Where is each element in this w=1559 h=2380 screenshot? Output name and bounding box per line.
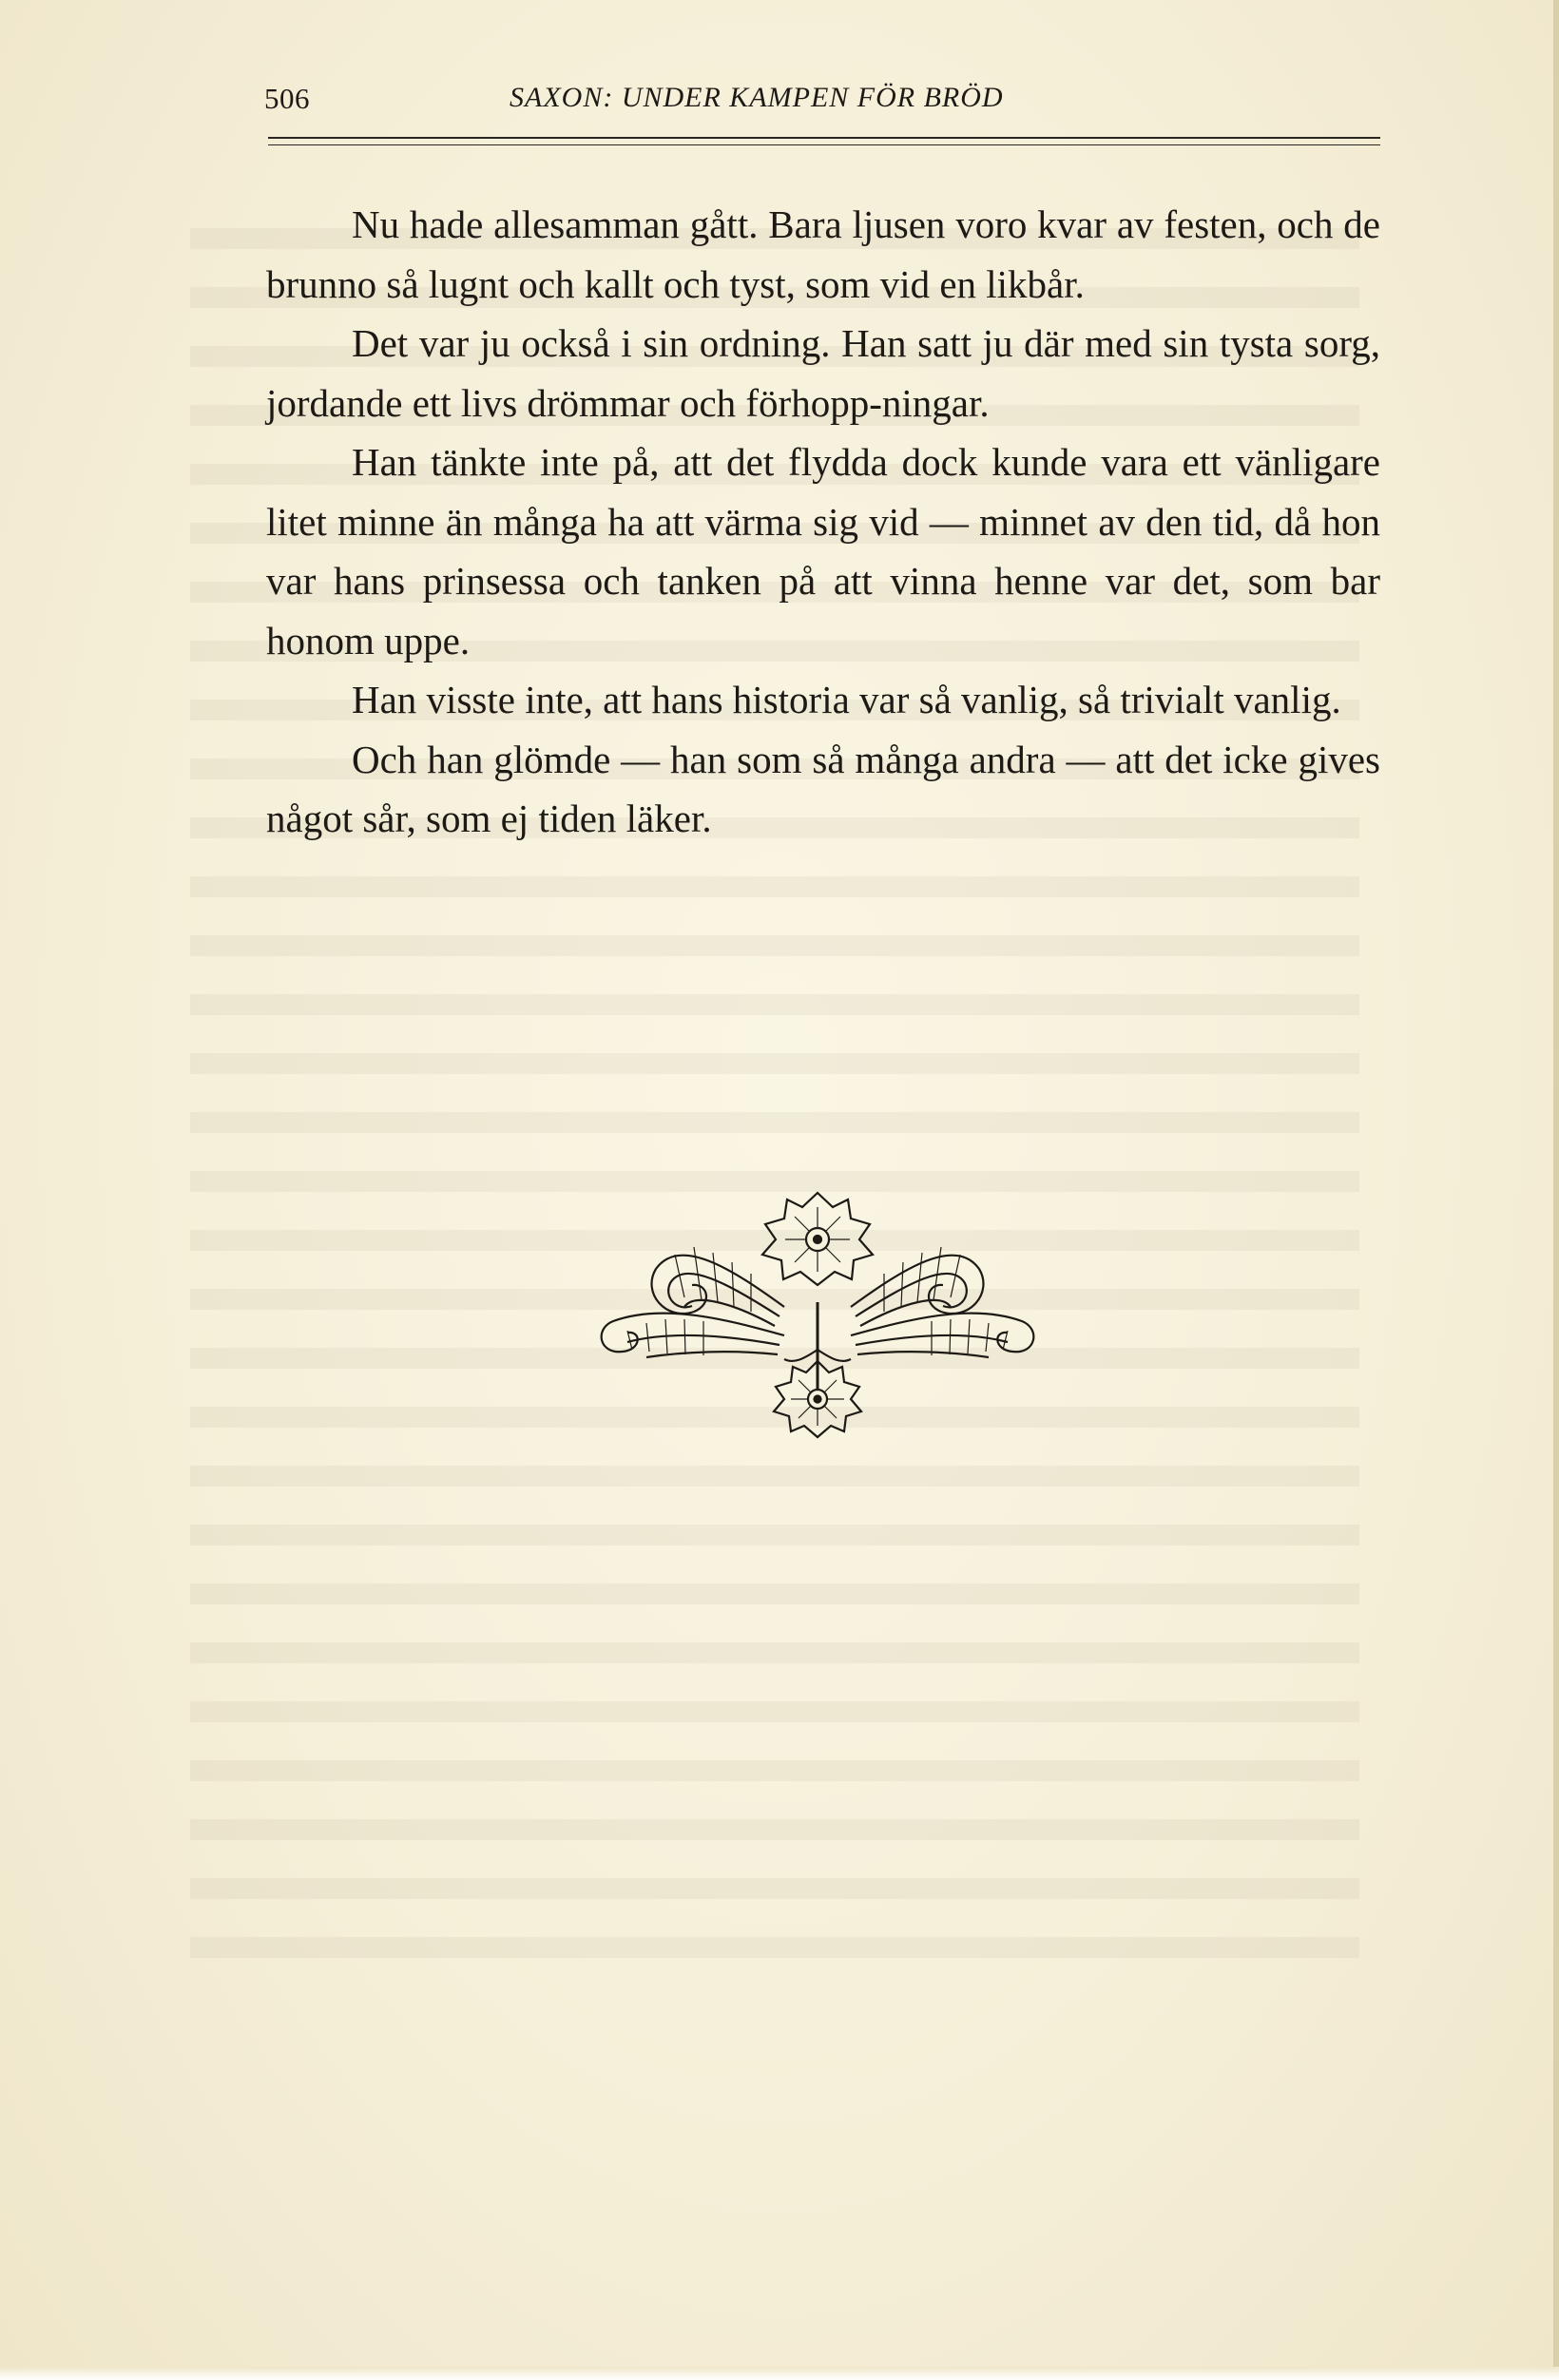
paragraph-4: Han visste inte, att hans historia var så vanlig, så trivialt vanlig. — [352, 678, 1341, 721]
floral-vignette-icon — [589, 1179, 1046, 1473]
paragraph-3: Han tänkte inte på, att det flydda dock kunde vara ett vänligare litet minne än många ha att värma sig vid — minnet av den tid, då hon var hans prinsessa och tanken på att vinna henne var det, som bar honom uppe. — [266, 440, 1380, 662]
page-bottom-edge — [0, 2367, 1559, 2380]
header-rule-thick — [268, 137, 1380, 139]
paragraph-2: Det var ju också i sin ordning. Han satt ju där med sin tysta sorg, jordande ett livs drömmar och förhopp-ningar. — [266, 321, 1380, 425]
paragraph-1: Nu hade allesamman gått. Bara ljusen voro kvar av festen, och de brunno så lugnt och kallt och tyst, som vid en likbår. — [266, 202, 1380, 306]
paragraph-5: Och han glömde — han som så många andra — att det icke gives något sår, som ej tiden läker. — [266, 737, 1380, 840]
header-rule-thin — [268, 144, 1380, 145]
page-number: 506 — [264, 82, 310, 115]
running-title: SAXON: UNDER KAMPEN FÖR BRÖD — [510, 82, 1004, 113]
page-edge — [1553, 0, 1559, 2380]
running-header — [264, 82, 1378, 129]
body-text — [266, 195, 1380, 849]
